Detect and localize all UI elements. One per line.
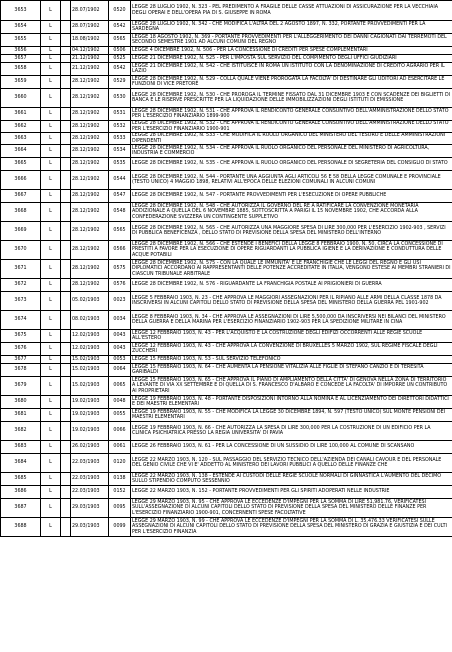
record-page: 0064 [109, 364, 131, 377]
record-number: 3678 [1, 364, 41, 377]
record-page: 0530 [109, 89, 131, 108]
table-row [1, 171, 452, 190]
blank-cell [61, 356, 71, 364]
record-type: L [41, 486, 61, 499]
record-page: 0099 [109, 518, 131, 537]
blank-cell [61, 21, 71, 34]
record-page: 0532 [109, 121, 131, 133]
table-row [1, 47, 452, 55]
record-description: LEGGE 22 MARZO 1903, N. 120 - SUL PASSAGGIO DEL SERVIZIO TECNICO DELL'AZIENDA DEI CANALI CAVOUR E DEL PERSONALE DEL GENIO CIVILE CHE VI E' ADDETTO AL MINISTERO DEI LAVORI PUBBLICI A QUELLO DELLE FINANZE CHE [131, 454, 452, 473]
record-type: L [41, 422, 61, 441]
record-number: 3655 [1, 34, 41, 47]
record-date: 28.12/1902 [71, 145, 109, 158]
record-number: 3680 [1, 396, 41, 409]
law-register-body [1, 1, 452, 537]
record-description: LEGGE 28 DICEMBRE 1902, N. 535 - CHE APPROVA IL RUOLO ORGANICO DEL PERSONALE DI SEGRETERIA DEL CONSIGLIO DI STATO [131, 158, 452, 171]
record-description: LEGGE 29 MARZO 1903, N. 99 - CHE APPROVA LE ECCEDENZE D'IMPEGNI PER LA SOMMA DI L. 35,476.33 VERIFICATESI SULLE ASSEGNAZIONI DI ALCUNI CAPITOLI DELLO STATO DI PREVISIONE DELLA SPESA DEL MINISTERO DI GRAZIA E GIUSTIZIA E DEI CULTI PER L'ESERCIZIO FINANZIA [131, 518, 452, 537]
record-date: 05.02/1903 [71, 292, 109, 311]
table-row [1, 292, 452, 311]
record-description: LEGGE 28 DICEMBRE 1902, N. 566 - CHE ESTENDE I BENEFICI DELLA LEGGE 8 FEBBRAIO 1900, N. 50, CIRCA LA CONCESSIONE DI PRESTITI A FAVORE PER LA ESECUZIONE DI OPERE RIGUARDANTI LA PUBBLICA IGIENE E LA DERIVAZIONE E CONDUTTURA DELLE ACQUE POTABILI [131, 241, 452, 260]
blank-cell [61, 190, 71, 203]
record-description: LEGGE 29 MARZO 1903, N. 95 - CHE APPROVA LE ECCEDENZE D'IMPEGNI PER LA SOMMA DI LIRE 51,981.76, VERIFICATESI SULL'ASSEGNAZIONE DI ALCUNI CAPITOLI DELLO STATO DI PREVISIONE DELLA SPESA DEL MINISTERO DELLE FINANZE PER L'ESERCIZIO FINANZIARIO 1900-901, CONCERNENTI SPESE FACOLTATIVE [131, 499, 452, 518]
record-description: LEGGE 28 LUGLIO 1902, N. 342 - CHE MODIFICA L'ALTRA DEL 2 AGOSTO 1897, N. 332, PORTANTE PROVVEDIMENTI PER LA SARDEGNA [131, 21, 452, 34]
record-type: L [41, 330, 61, 343]
blank-cell [61, 158, 71, 171]
record-number: 3685 [1, 473, 41, 486]
table-row [1, 441, 452, 454]
table-row [1, 396, 452, 409]
table-row [1, 454, 452, 473]
blank-cell [61, 63, 71, 76]
record-description: LEGGE 28 DICEMBRE 1902, N. 548 - CHE AUTORIZZA IL GOVERNO DEL RE A RATIFICARE LA CONVENZIONE MONETARIA ADDIZIONALE A QUELLA DEL 6 NOVEMBRE 1885, SOTTOSCRITTA A PARIGI IL 15 NOVEMBRE 1902, CHE ACCORDA ALLA CONFEDERAZIONE SVIZZERA UN CONTINGENTE SUPPLETIVO [131, 203, 452, 222]
table-row [1, 108, 452, 121]
blank-cell [61, 377, 71, 396]
record-date: 19.02/1903 [71, 409, 109, 422]
record-date: 15.02/1903 [71, 356, 109, 364]
record-page: 0023 [109, 292, 131, 311]
record-number: 3660 [1, 89, 41, 108]
blank-cell [61, 1, 71, 21]
record-type: L [41, 356, 61, 364]
record-number: 3666 [1, 171, 41, 190]
record-description: LEGGE 15 FEBBRAIO 1903, N. 65 - CHE APPROVA IL PIANO DI AMPLIAMENTO DELLA CITTA' DI GENOVA NELLA ZONA DI TERRITORIO A LEVANTE DI VIA XX SETTEMBRE E DI QUELLA DI S. FRANCESCO D'ALBARO E CONCEDE LA FACOLTA' DI IMPORRE UN CONTRIBUTO AI PROPRIETARI [131, 377, 452, 396]
record-type: L [41, 133, 61, 145]
record-number: 3656 [1, 47, 41, 55]
record-description: LEGGE 28 DICEMBRE 1902, N. 533 - CHE MODIFICA IL RUOLO ORGANICO DEL MINISTERO DEL TESORO E DELLE AMMINISTRAZIONI DIPENDENTI [131, 133, 452, 145]
record-page: 0061 [109, 441, 131, 454]
blank-cell [61, 76, 71, 89]
record-description: LEGGE 12 FEBBRAIO 1903, N. 43 - CHE APPROVA LA CONVENZIONE DI BRUXELLES 5 MARZO 1902, SUL REGIME FISCALE DEGLI ZUCCHERI [131, 343, 452, 356]
record-number: 3653 [1, 1, 41, 21]
record-date: 12.02/1903 [71, 330, 109, 343]
blank-cell [61, 330, 71, 343]
record-number: 3659 [1, 76, 41, 89]
record-number: 3676 [1, 343, 41, 356]
table-row [1, 241, 452, 260]
record-type: L [41, 499, 61, 518]
table-row [1, 499, 452, 518]
record-type: L [41, 76, 61, 89]
blank-cell [61, 222, 71, 241]
record-description: LEGGE 28 DICEMBRE 1902, N. 534 - CHE APPROVA IL RUOLO ORGANICO DEL PERSONALE DEL MINISTERO DI AGRICOLTURA, INDUSTRIA E COMMERCIO [131, 145, 452, 158]
record-description: LEGGE 28 DICEMBRE 1902, N. 532 - CHE APPROVA IL RENDICONTO GENERALE CONSUNTIVO DELL'AMMINISTRAZIONE DELLO STATO PER L'ESERCIZIO FINANZIARIO 1900-901 [131, 121, 452, 133]
record-page: 0565 [109, 34, 131, 47]
record-number: 3658 [1, 63, 41, 76]
record-page: 0576 [109, 279, 131, 292]
record-date: 28.12/1902 [71, 241, 109, 260]
record-page: 0506 [109, 47, 131, 55]
record-number: 3683 [1, 441, 41, 454]
record-type: L [41, 89, 61, 108]
table-row [1, 486, 452, 499]
record-page: 0055 [109, 409, 131, 422]
record-type: L [41, 343, 61, 356]
record-page: 0525 [109, 55, 131, 63]
blank-cell [61, 55, 71, 63]
blank-cell [61, 364, 71, 377]
record-type: L [41, 145, 61, 158]
record-number: 3679 [1, 377, 41, 396]
record-description: LEGGE 28 LUGLIO 1902, N. 323 - PEL PREDIMENTO A FRAGILE DELLE CASSE ATTUAZIONI DI ASSICURAZIONE PER LA VECCHIAIA DEGLI OPERAI E DELL'OPERA PIA DI S. GIUSEPPE IN ROMA [131, 1, 452, 21]
record-type: L [41, 364, 61, 377]
record-type: L [41, 63, 61, 76]
table-row [1, 89, 452, 108]
record-date: 28.12/1902 [71, 89, 109, 108]
blank-cell [61, 145, 71, 158]
record-number: 3677 [1, 356, 41, 364]
table-row [1, 222, 452, 241]
record-description: LEGGE 15 FEBBRAIO 1903, N. 64 - CHE AUMENTA LA PENSIONE VITALIZIA ALLE FIGLIE DI STEFANO CANZIO E DI TERESITA GARIBALDI [131, 364, 452, 377]
record-page: 0565 [109, 222, 131, 241]
record-page: 0542 [109, 63, 131, 76]
record-date: 28.12/1902 [71, 108, 109, 121]
record-type: L [41, 241, 61, 260]
blank-cell [61, 279, 71, 292]
record-date: 19.02/1903 [71, 422, 109, 441]
record-type: L [41, 190, 61, 203]
table-row [1, 63, 452, 76]
record-description: LEGGE 28 DICEMBRE 1902, N. 547 - PORTANTE PROVVEDIMENTI PER L'ESECUZIONE DI OPERE PUBBLICHE [131, 190, 452, 203]
record-page: 0065 [109, 377, 131, 396]
record-type: L [41, 34, 61, 47]
record-page: 0548 [109, 203, 131, 222]
record-number: 3673 [1, 292, 41, 311]
blank-cell [61, 34, 71, 47]
table-row [1, 473, 452, 486]
record-page: 0566 [109, 241, 131, 260]
record-description: LEGGE 19 FEBBRAIO 1903, N. 66 - CHE AUTORIZZA LA SPESA DI LIRE 300,000 PER LA COSTRUZIONE DI UN EDIFICIO PER LA CLINICA PSICHIATRICA PRESSO LA REGIA UNIVERSITA' DI PAVIA [131, 422, 452, 441]
blank-cell [61, 422, 71, 441]
record-page: 0529 [109, 76, 131, 89]
record-date: 15.02/1903 [71, 364, 109, 377]
record-date: 29.03/1903 [71, 499, 109, 518]
record-type: L [41, 377, 61, 396]
record-type: L [41, 47, 61, 55]
record-type: L [41, 203, 61, 222]
record-description: LEGGE 15 FEBBRAIO 1903, N. 53 - SUL SERVIZIO TELEFONICO [131, 356, 452, 364]
record-date: 21.12/1902 [71, 63, 109, 76]
table-row [1, 364, 452, 377]
record-date: 04.12/1902 [71, 47, 109, 55]
record-date: 28.12/1902 [71, 76, 109, 89]
record-page: 0575 [109, 260, 131, 279]
blank-cell [61, 89, 71, 108]
table-row [1, 279, 452, 292]
record-page: 0043 [109, 343, 131, 356]
record-number: 3687 [1, 499, 41, 518]
record-number: 3674 [1, 311, 41, 330]
record-description: LEGGE 5 FEBBRAIO 1903, N. 23 - CHE APPROVA LE MAGGIORI ASSEGNAZIONI PER IL RIPIANO ALLE ARMI DELLA CLASSE 1878 DA INSCRIVERSI IN ALCUNI CAPITOLI DELLO STATO DI PREVISIONE DELLA SPESA DEL MINISTERO DELLA GUERRA PEL 1901-902 [131, 292, 452, 311]
record-page: 0547 [109, 190, 131, 203]
record-date: 28.12/1902 [71, 158, 109, 171]
record-description: LEGGE 28 DICEMBRE 1902, N. 576 - RIGUARDANTE LA FRANCHIGIA POSTALE AI PRIGIONIERI DI GUERRA [131, 279, 452, 292]
blank-cell [61, 121, 71, 133]
record-type: L [41, 121, 61, 133]
record-description: LEGGE 28 DICEMBRE 1902, N. 529 - COLLA QUALE VIENE PROROGATA LA FACOLTA' DI DESTINARE GLI UDITORI AD ESERCITARE LE FUNZIONI DI VICE PRETORE [131, 76, 452, 89]
table-row [1, 76, 452, 89]
record-date: 28.07/1902 [71, 21, 109, 34]
table-row [1, 330, 452, 343]
record-number: 3671 [1, 260, 41, 279]
record-page: 0152 [109, 486, 131, 499]
record-description: LEGGE 28 DICEMBRE 1902, N. 530 - CHE PROROGA IL TERMINE FISSATO DAL 31 DICEMBRE 1903 E CON SCADENZE DEI BIGLIETTI DI BANCA E LE RISERVE PRESCRITTE PER LA LIQUIDAZIONE DELLE IMMOBILIZZAZIONI DEGLI ISTITUTI DI EMISSIONE [131, 89, 452, 108]
record-page: 0048 [109, 396, 131, 409]
record-type: L [41, 311, 61, 330]
record-date: 15.02/1903 [71, 377, 109, 396]
blank-cell [61, 473, 71, 486]
blank-cell [61, 47, 71, 55]
record-page: 0531 [109, 108, 131, 121]
blank-cell [61, 311, 71, 330]
record-type: L [41, 55, 61, 63]
table-row [1, 343, 452, 356]
record-description: LEGGE 26 FEBBRAIO 1903, N. 61 - PER LA CONCESSIONE DI UN SUSSIDIO DI LIRE 100,000 AL COMUNE DI SCANSANO [131, 441, 452, 454]
record-date: 28.12/1902 [71, 260, 109, 279]
record-page: 0095 [109, 499, 131, 518]
blank-cell [61, 454, 71, 473]
record-number: 3686 [1, 486, 41, 499]
record-type: L [41, 158, 61, 171]
table-row [1, 260, 452, 279]
record-type: L [41, 279, 61, 292]
record-date: 28.12/1902 [71, 121, 109, 133]
record-date: 21.12/1902 [71, 55, 109, 63]
record-number: 3662 [1, 121, 41, 133]
record-date: 22.03/1903 [71, 473, 109, 486]
record-type: L [41, 518, 61, 537]
record-page: 0043 [109, 330, 131, 343]
record-date: 19.02/1903 [71, 396, 109, 409]
record-number: 3654 [1, 21, 41, 34]
blank-cell [61, 260, 71, 279]
record-number: 3682 [1, 422, 41, 441]
record-type: L [41, 21, 61, 34]
record-description: LEGGE 28 DICEMBRE 1902, N. 544 - PORTANTE UNA AGGIUNTA AGLI ARTICOLI 56 E 58 DELLA LEGGE COMUNALE E PROVINCIALE (TESTO UNICO) 4 MAGGIO 1898, RELATIVI ALL'EPOCA DELLE ELEZIONI COMUNALI IN ALCUNI COMUNI [131, 171, 452, 190]
record-page: 0544 [109, 171, 131, 190]
blank-cell [61, 409, 71, 422]
blank-cell [61, 486, 71, 499]
table-row [1, 422, 452, 441]
record-date: 12.02/1903 [71, 343, 109, 356]
table-row [1, 356, 452, 364]
record-number: 3669 [1, 222, 41, 241]
record-type: L [41, 1, 61, 21]
record-number: 3684 [1, 454, 41, 473]
table-row [1, 1, 452, 21]
blank-cell [61, 108, 71, 121]
record-type: L [41, 454, 61, 473]
record-description: LEGGE 12 FEBBRAIO 1903, N. 43 - PER L'ACQUISTO E LA COSTRUZIONE DEGLI EDIFIZI OCCORRENTI ALLE REGIE SCUOLE ALL'ESTERO [131, 330, 452, 343]
record-page: 0535 [109, 158, 131, 171]
record-page: 0534 [109, 145, 131, 158]
record-description: LEGGE 28 DICEMBRE 1902, N. 565 - CHE AUTORIZZA UNA MAGGIORE SPESA DI LIRE 300,000 PER L'ESERCIZIO 1902-903 , SERVIZI DI PUBBLICA BENEFICENZA , DELLO STATO DI PREVISIONE DELLA SPESA DEL MINISTERO DELL'INTERNO [131, 222, 452, 241]
record-type: L [41, 441, 61, 454]
table-row [1, 133, 452, 145]
record-description: LEGGE 22 MARZO 1903, N. 138 - ESTENDE AI CUSTODI DELLE REGIE SCUOLE NORMALI DI GINNASTICA L'AUMENTO DEL DECIMO SULLO STIPENDIO COMPUTO SESSENNIO [131, 473, 452, 486]
table-row [1, 203, 452, 222]
record-date: 18.08/1902 [71, 34, 109, 47]
record-date: 22.03/1903 [71, 454, 109, 473]
record-page: 0120 [109, 454, 131, 473]
record-number: 3672 [1, 279, 41, 292]
blank-cell [61, 441, 71, 454]
record-page: 0066 [109, 422, 131, 441]
blank-cell [61, 343, 71, 356]
blank-cell [61, 499, 71, 518]
record-description: LEGGE 22 MARZO 1903, N. 152 - PORTANTE PROVVEDIMENTI PER GLI SPIRITI ADOPERATI NELLE INDUSTRIE [131, 486, 452, 499]
record-number: 3675 [1, 330, 41, 343]
record-date: 28.12/1902 [71, 222, 109, 241]
record-page: 0138 [109, 473, 131, 486]
record-description: LEGGE 8 FEBBRAIO 1903, N. 34 - CHE APPROVA LE ASSEGNAZIONI DI LIRE 5,500,000 DA INSCRIVERSI NEI BILANCI DEL MINISTERO DELLA GUERRA E DELLA MARINA PER L'ESERCIZIO FINANZIARIO 1902-903 PER LA SPEDIZIONE MILITARE IN CINA [131, 311, 452, 330]
table-row [1, 190, 452, 203]
record-date: 08.02/1903 [71, 311, 109, 330]
record-number: 3665 [1, 158, 41, 171]
record-page: 0520 [109, 1, 131, 21]
table-row [1, 311, 452, 330]
table-row [1, 21, 452, 34]
record-page: 0053 [109, 356, 131, 364]
record-type: L [41, 473, 61, 486]
table-row [1, 158, 452, 171]
record-date: 28.12/1902 [71, 203, 109, 222]
record-number: 3668 [1, 203, 41, 222]
record-date: 28.07/1902 [71, 1, 109, 21]
record-description: LEGGE 21 DICEMBRE 1902, N. 525 - PER L'IMPOSTA SUL SERVIZIO DEL COMPIMENTO DEGLI UFFICI GIUDIZIARI [131, 55, 452, 63]
record-type: L [41, 396, 61, 409]
record-description: LEGGE 4 DICEMBRE 1902, N. 506 - PER LA CONCESSIONE DI CREDITI PER SPESE COMPLEMENTARI [131, 47, 452, 55]
blank-cell [61, 203, 71, 222]
record-description: LEGGE 21 DICEMBRE 1902, N. 542 - CHE ISTITUISCE IN ROMA UN ISTITUTO CON LA DENOMINAZIONE DI CREDITO AGRARIO PER IL LAZIO [131, 63, 452, 76]
record-number: 3670 [1, 241, 41, 260]
record-type: L [41, 260, 61, 279]
record-date: 28.12/1902 [71, 171, 109, 190]
record-description: LEGGE 18 AGOSTO 1902, N. 369 - PORTANTE PROVVEDIMENTI PER L'ALLEGGERIMENTO DEI DANNI CAGIONATI DAI TERREMOTI DEL SECONDO SEMESTRE 1901 AD ALCUNI COMUNI DEL REGNO [131, 34, 452, 47]
record-page: 0034 [109, 311, 131, 330]
table-row [1, 55, 452, 63]
blank-cell [61, 241, 71, 260]
record-type: L [41, 409, 61, 422]
record-number: 3688 [1, 518, 41, 537]
record-number: 3663 [1, 133, 41, 145]
record-type: L [41, 108, 61, 121]
table-row [1, 409, 452, 422]
record-page: 0533 [109, 133, 131, 145]
record-date: 22.03/1903 [71, 486, 109, 499]
record-date: 29.03/1903 [71, 518, 109, 537]
record-type: L [41, 171, 61, 190]
record-date: 28.12/1902 [71, 190, 109, 203]
record-date: 28.12/1902 [71, 133, 109, 145]
record-date: 28.12/1902 [71, 279, 109, 292]
record-type: L [41, 222, 61, 241]
record-number: 3661 [1, 108, 41, 121]
record-date: 26.02/1903 [71, 441, 109, 454]
table-row [1, 34, 452, 47]
record-description: LEGGE 19 FEBBRAIO 1903, N. 48 - PORTANTE DISPOSIZIONI INTORNO ALLA NOMINA E AL LICENZIAMENTO DEI DIRETTORI DIDATTICI E DEI MAESTRI ELEMENTARI [131, 396, 452, 409]
blank-cell [61, 518, 71, 537]
table-row [1, 377, 452, 396]
record-description: LEGGE 28 DICEMBRE 1902, N. 575 - CON LA QUALE LE IMMUNITA' E LE FRANCHIGIE CHE LE LEGGI DEL REGNO E GLI USI DIPLOMATICI ACCORDANO AI RAPPRESENTANTI DELLE POTENZE ACCREDITATE IN ITALIA, VENGONO ESTESE AI MEMBRI STRANIERI DI CIASCUN TRIBUNALE ARBITRALE [132, 261, 451, 277]
table-row [1, 518, 452, 537]
record-description: LEGGE 19 FEBBRAIO 1903, N. 55 - CHE MODIFICA LA LEGGE 30 DICEMBRE 1894, N. 597 (TESTO UNICO) SUL MONTE PENSIONI DEI MAESTRI ELEMENTARI [131, 409, 452, 422]
record-number: 3681 [1, 409, 41, 422]
record-number: 3657 [1, 55, 41, 63]
record-description: LEGGE 28 DICEMBRE 1902, N. 531 - CHE APPROVA IL RENDICONTO GENERALE CONSUNTIVO DELL'AMMINISTRAZIONE DELLO STATO PER L'ESERCIZIO FINANZIARIO 1899-900 [131, 108, 452, 121]
record-type: L [41, 292, 61, 311]
blank-cell [61, 171, 71, 190]
record-number: 3664 [1, 145, 41, 158]
table-row [1, 145, 452, 158]
record-number: 3667 [1, 190, 41, 203]
blank-cell [61, 396, 71, 409]
table-row [1, 121, 452, 133]
blank-cell [61, 292, 71, 311]
record-page: 0542 [109, 21, 131, 34]
blank-cell [61, 133, 71, 145]
